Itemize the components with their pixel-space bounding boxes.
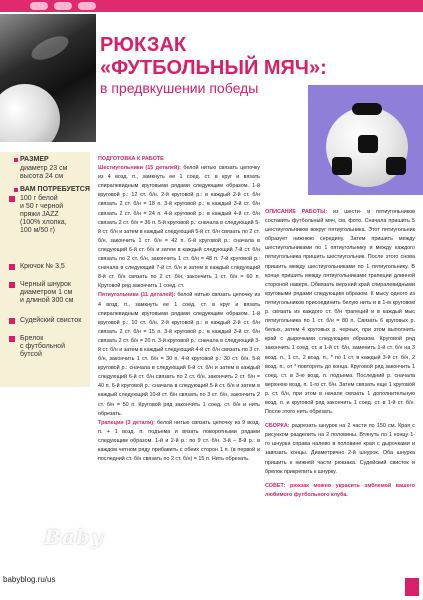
ball-corner (0, 84, 60, 142)
instructions-column (265, 208, 415, 500)
title-line-1: РЮКЗАК (100, 34, 187, 56)
preparation-heading: ПОДГОТОВКА К РАБОТЕ (98, 156, 164, 162)
material-line: с футбольной (20, 343, 65, 350)
size-heading: РАЗМЕР (20, 156, 49, 163)
materials-sidebar (0, 152, 90, 387)
ribbon-icon (78, 2, 96, 10)
material-line: 100 м/50 г) (20, 227, 55, 234)
description-label: ОПИСАНИЕ РАБОТЫ: (265, 209, 328, 215)
hexagons-text: белой нитью связать цепочку из 4 возд. п., замкнуть ее 1 соед. ст. в круг и вязать спиралевидным круговыми рядами следующим образом. 1-й круговой р.: 12 ст. б/н. 2-й круговой р.: в каждый 2-й ст. б/н связать 2 ст. б/н = 18 п. 3-й круговой р.: в каждый 3-й ст. б/н связать 2 ст. б/н = 24 п. 4-й круговой р.: в каждый 4-й ст. б/н связать 2 ст. б/н = 36 п. 5-й круговой р.: сначала в следующий 5-й ст. б/н и затем в каждый следующий 5-й ст. б/н связать по 2 ст. б/н, закончить 1 ст. б/н = 42 п. 6-й круговой р.: сначала в следующий 6-й ст. б/н и затем в каждый следующий 7-й ст. б/н связать по 2 ст. б/н, закончить 1 ст. б/н = 48 п. 7-й круговой р.: сначала в следующий 7-й ст. б/н и затем в каждый следующий 8-й ст. б/н связать по 2 ст. б/н, закончить 1 ст. б/н = 60 п. Круговой ряд закончить 1 соед. ст. (98, 165, 261, 290)
tip-text: рюкзак можно украсить эмблемой вашего любимого футбольного клуба. (265, 482, 416, 498)
site-url[interactable]: babyblog.ru/us (3, 575, 56, 584)
material-line: бутсой (20, 351, 42, 358)
title-line-2: «ФУТБОЛЬНЫЙ МЯЧ»: (100, 57, 327, 79)
boot-highlight (28, 31, 72, 64)
checkbox-square (9, 318, 15, 324)
checkbox-square (9, 264, 15, 270)
watermark-logo-icon (5, 521, 49, 565)
material-line: Черный шнурок (20, 281, 71, 288)
checkbox-square (9, 196, 15, 202)
watermark-text: Baby (44, 525, 104, 549)
material-line: Крючок № 3,5 (20, 263, 65, 270)
pentagons-text: белой нитью связать цепочку из 4 возд. п., замкнуть ее 1 соед. ст. в круг и вязать спиралевидным круговыми рядами следующим образом. 1-й круговой р.: 10 ст. б/н. 2-й круговой р.: в каждый 2-й ст. б/н связать 2 ст. б/н = 15 п. 3-й круговой р.: в каждый 3-й ст. б/н связать 2 ст. б/н = 20 п. 3-й круговой р.: сначала в следующий 3-й ст. б/н и затем в каждый следующий 4-й ст. б/н связать по 3 ст. б/н, закончить 1 ст. б/н = 30 п. 4-й круговой р.: 30 ст. б/н. 5-й круговой р.: сначала в следующий 6-й ст. б/н и затем в каждый следующий 6-й ст. б/н связать по 2 ст. б/н, закончить 2 ст. б/н = 40 п. 6-й круговой р.: сначала в следующий 5-й ст. б/н и затем в каждый следующий 10-й ст. б/н связать по 3 ст. б/н, закончить 2 ст. б/н = 50 п. Круговой ряд закончить 1 соед. ст. б/н и нить обрезать. (98, 292, 260, 417)
preparation-column (98, 155, 260, 464)
football-boot-photo (0, 14, 96, 142)
checkbox-square (9, 282, 15, 288)
bullet (14, 188, 18, 192)
hexagons-label: Шестиугольники (15 деталей): (98, 165, 181, 172)
drawstring (352, 103, 382, 115)
trapezoids-text: белой нитью связать цепочку из 9 возд. п. + 1 возд. п. подъема и вязать поворотными рядами следующим образом. 1-й и 2-й р.: по 9 ст. б/н. 3-й – 8-й р.: в каждом четном ряду прибавить с обеих сторон 1 п. (в первой и последний ст. б/н связать по 2 ст. б/н) = 15 п. Нить обрезать. (98, 419, 260, 463)
tip-label: СОВЕТ: (265, 482, 286, 489)
ribbon-icon (54, 2, 72, 10)
material-line: Судейский свисток (20, 317, 82, 324)
babyblog-watermark (0, 515, 120, 575)
black-pentagon (386, 157, 406, 175)
top-banner (0, 0, 423, 12)
material-line: 100 г белой (20, 195, 58, 202)
black-pentagon (332, 157, 352, 175)
assembly-label: СБОРКА: (265, 423, 290, 430)
size-line: высота 24 см (20, 173, 64, 180)
article-title (100, 34, 327, 80)
checkbox-square (9, 336, 15, 342)
pentagons-label: Пятиугольники (11 деталей): (98, 292, 176, 299)
material-line: диаметром 1 см (20, 289, 73, 296)
article-subtitle: в предвкушении победы (100, 80, 259, 96)
trapezoids-label: Трапеции (3 детали): (98, 419, 155, 426)
material-line: и длиной 300 см (20, 297, 74, 304)
material-line: пряжи JAZZ (20, 211, 59, 218)
bullet (14, 158, 18, 162)
materials-heading: ВАМ ПОТРЕБУЕТСЯ (20, 186, 90, 193)
description-text: из шести- и пятиугольников составить футбольный мяч, см. фото. Сначала пришить 5 шестиугольников вокруг пятиугольника. Этот пятиугольник образует нижнюю середину. Затем пришить между шестиугольниками по 1 пятиугольнику и между каждого пятиугольника пришить шестиугольник. После этого снова пришить между шестиугольниками по 1 пятиугольнику. В конце пришить между пятиугольниками трапеции длинной стороной наверх. Обвязать верхний край спиралевидными круговыми рядами следующим образом. К мысу одного из пятиугольников присоединить белую нить и в 1-м круговом р. связать из каждого ст. б/н трапеций и в каждый мыс пятиугольника по 1 ст. б/н = 80 п. Связать 6 круговых р. белых, затем 4 круговых р. черных, при этом выполнить край с дырочками следующим образом. Круговой ряд закончить 1 соед. ст. в 1-й ст. б/н, заменить 1-й ст. б/н на 3 возд. п., 1 ст., 2 возд. п., * по 1 ст. в каждый 3-й ст. б/н, 2 возд. п., от * повторять до конца. Круговой ряд закончить 1 соед. ст. в 3-ю возд. п. подъема. Последний р. сначала верхнюю возд. п. 1-го ст. б/н. Затем связать еще 1 круговой р. ст. б/н, при этом в начале связать 1 дополнительную возд. п. и круговой ряд закончить 1 соед. ст. в 1-й ст. б/н. После этого нить обрезать. (265, 209, 416, 416)
page-corner-tab (405, 578, 419, 596)
ribbon-icon (30, 2, 48, 10)
material-line: и 50 г черной (20, 203, 64, 210)
black-pentagon (358, 135, 378, 153)
backpack-photo (308, 85, 423, 195)
size-line: диаметр 23 см (20, 165, 68, 172)
assembly-text: разрезать шнурок на 2 части по 150 см. Края с рисунком разделить на 2 половины. Втянуть по 1 концу 1-го шнурка справа налево в половине края с дырочками и завязать концы. Диаметрично 2-й шнурок. Оба шнурка пришить к нижней части рюкзака. Судейский свисток и брелок прикрепить к шнурку. (265, 423, 416, 475)
material-line: Брелок (20, 335, 44, 342)
material-line: (100% хлопка, (20, 219, 67, 226)
